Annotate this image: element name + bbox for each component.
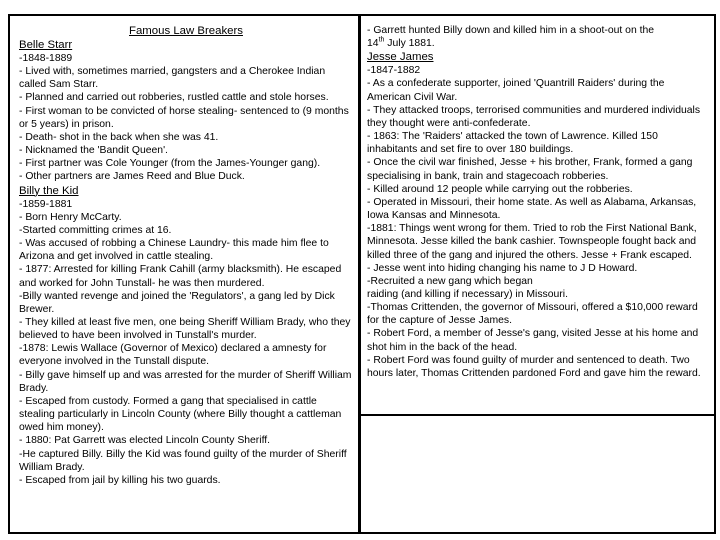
billy-the-kid-text: -1859-1881 - Born Henry McCarty. -Started committing crimes at 16. - Was accused of robbing a Chinese Laundry- this made him flee to Arizona and get involved in cattle stealing. - 1877: Arrested for killing Frank Cahill (army blacksmith). He escaped and worked for John Tunstall- he was then murdered. -Billy wanted revenge and joined the 'Regulators', a gang led by Dick Brewer. - They killed at least five men, one being Sheriff William Brady, who they believed to have been involved in Tunstall's murder. -1878: Lewis Wallace (Governor of Mexico) declared a amnesty for everyone involved in the Tunstall dispute. - Billy gave himself up and was arrested for the murder of Sheriff William Brady. - Escaped from custody. Formed a gang that specialised in cattle stealing particularly in Lincoln County (where Billy thought a cattleman owed him money). - 1880: Pat Garrett was elected Lincoln County Sheriff. -He captured Billy. Billy the Kid was found guilty of the murder of Sheriff William Brady. - Escaped from jail by killing his two guards.	[19, 198, 352, 486]
right-column	[367, 24, 710, 380]
billy-the-kid-heading: Billy the Kid	[19, 184, 79, 197]
jesse-james-text: -1847-1882 - As a confederate supporter, joined 'Quantrill Raiders' during the American Civil War. - They attacked troops, terrorised communities and murdered individuals they thought were anti-confederate. - 1863: The 'Raiders' attacked the town of Lawrence. Killed 150 inhabitants and set fire to over 180 buildings. - Once the civil war finished, Jesse + his brother, Frank, formed a gang specialising in bank, train and stagecoach robberies. - Killed around 12 people while carrying out the robberies. - Operated in Missouri, their home state. As well as Alabama, Arkansas, Iowa Kansas and Minnesota. -1881: Things went wrong for them. Tried to rob the First National Bank, Minnesota. Jesse killed the bank cashier. Townspeople fought back and killed three of the gang and injured the others. Jesse + Frank escaped. - Jesse went into hiding changing his name to J D Howard. -Recruited a new gang which began raiding (and killing if necessary) in Missouri. -Thomas Crittenden, the governor of Missouri, offered a $10,000 reward for the capture of Jesse James. - Robert Ford, a member of Jesse's gang, visited Jesse at his home and shot him in the back of the head. - Robert Ford was found guilty of murder and sentenced to death. Two hours later, Thomas Crittenden pardoned Ford and gave him the reward.	[367, 65, 701, 379]
left-column	[19, 24, 353, 487]
belle-starr-text: -1848-1889 - Lived with, sometimes married, gangsters and a Cherokee Indian called Sam Starr. - Planned and carried out robberies, rustled cattle and stole horses. - First woman to be convicted of horse stealing- sentenced to (9 months or 5 years) in prison. - Death- shot in the back when she was 41. - Nicknamed the 'Bandit Queen'. - First partner was Cole Younger (from the James-Younger gang). - Other partners are James Reed and Blue Duck.	[19, 53, 349, 183]
document-title: Famous Law Breakers	[129, 25, 243, 37]
right-bottom-panel	[359, 414, 716, 534]
garrett-date-rest: July 1881.	[384, 38, 435, 50]
garrett-text	[367, 24, 710, 50]
garrett-day: 14	[367, 38, 379, 50]
garrett-line: - Garrett hunted Billy down and killed him in a shoot-out on the	[367, 25, 655, 36]
belle-starr-heading: Belle Starr	[19, 39, 73, 51]
jesse-james-heading: Jesse James	[367, 51, 434, 64]
garrett-day-suffix: th	[378, 36, 385, 44]
